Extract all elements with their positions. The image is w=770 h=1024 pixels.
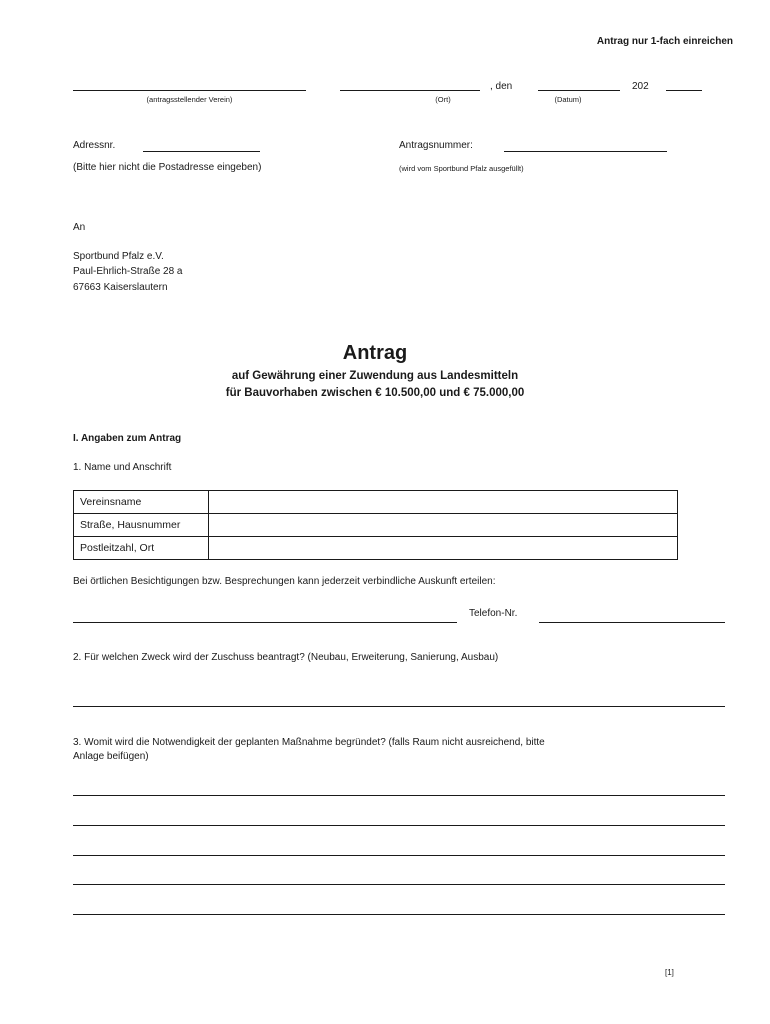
- table-label: Vereinsname: [74, 491, 209, 514]
- adressnr-label: Adressnr.: [73, 140, 116, 151]
- submission-note: Antrag nur 1-fach einreichen: [596, 36, 733, 47]
- year-input-line[interactable]: [666, 90, 702, 91]
- name-address-table: [73, 490, 678, 560]
- adressnr-hint: (Bitte hier nicht die Postadresse eingeben): [73, 162, 262, 173]
- table-label: Postleitzahl, Ort: [74, 537, 209, 560]
- recipient-line-3: 67663 Kaiserslautern: [73, 282, 168, 293]
- begruendung-input-line[interactable]: [73, 825, 725, 826]
- table-row: [74, 514, 678, 537]
- table-row: [74, 491, 678, 514]
- telefon-label: Telefon-Nr.: [469, 608, 518, 619]
- verein-caption: (antragsstellender Verein): [146, 95, 233, 104]
- recipient-line-2: Paul-Ehrlich-Straße 28 a: [73, 266, 183, 277]
- plz-ort-field[interactable]: [209, 537, 678, 560]
- document-subtitle-2: für Bauvorhaben zwischen € 10.500,00 und € 75.000,00: [225, 387, 525, 399]
- begruendung-input-line[interactable]: [73, 914, 725, 915]
- strasse-field[interactable]: [209, 514, 678, 537]
- begruendung-input-line[interactable]: [73, 855, 725, 856]
- datum-caption: (Datum): [554, 95, 582, 104]
- table-row: [74, 537, 678, 560]
- auskunft-input-line[interactable]: [73, 622, 457, 623]
- antragsnummer-input-line[interactable]: [504, 151, 667, 152]
- zweck-input-line[interactable]: [73, 706, 725, 707]
- recipient-an: An: [73, 222, 86, 233]
- begruendung-input-line[interactable]: [73, 884, 725, 885]
- adressnr-input-line[interactable]: [143, 151, 260, 152]
- datum-input-line[interactable]: [538, 90, 620, 91]
- vereinsname-field[interactable]: [209, 491, 678, 514]
- document-title: Antrag: [342, 342, 408, 364]
- year-prefix: 202: [632, 81, 649, 92]
- question-3-line-2: Anlage beifügen): [73, 751, 149, 762]
- table-label: Straße, Hausnummer: [74, 514, 209, 537]
- recipient-line-1: Sportbund Pfalz e.V.: [73, 251, 164, 262]
- begruendung-input-line[interactable]: [73, 795, 725, 796]
- ort-input-line[interactable]: [340, 90, 480, 91]
- document-subtitle-1: auf Gewährung einer Zuwendung aus Landesmitteln: [231, 370, 519, 382]
- den-label: , den: [490, 81, 513, 92]
- verein-input-line[interactable]: [73, 90, 306, 91]
- auskunft-text: Bei örtlichen Besichtigungen bzw. Besprechungen kann jederzeit verbindliche Auskunft erteilen:: [73, 576, 496, 587]
- page-marker: [1]: [665, 968, 674, 977]
- ort-caption: (Ort): [435, 95, 451, 104]
- question-3-line-1: 3. Womit wird die Notwendigkeit der geplanten Maßnahme begründet? (falls Raum nicht ausreichend, bitte: [73, 737, 545, 748]
- antragsnummer-hint: (wird vom Sportbund Pfalz ausgefüllt): [399, 164, 524, 173]
- question-1: 1. Name und Anschrift: [73, 462, 172, 473]
- question-2: 2. Für welchen Zweck wird der Zuschuss beantragt? (Neubau, Erweiterung, Sanierung, Ausbau): [73, 652, 499, 663]
- telefon-input-line[interactable]: [539, 622, 725, 623]
- antragsnummer-label: Antragsnummer:: [399, 140, 473, 151]
- section-heading: I. Angaben zum Antrag: [73, 433, 182, 444]
